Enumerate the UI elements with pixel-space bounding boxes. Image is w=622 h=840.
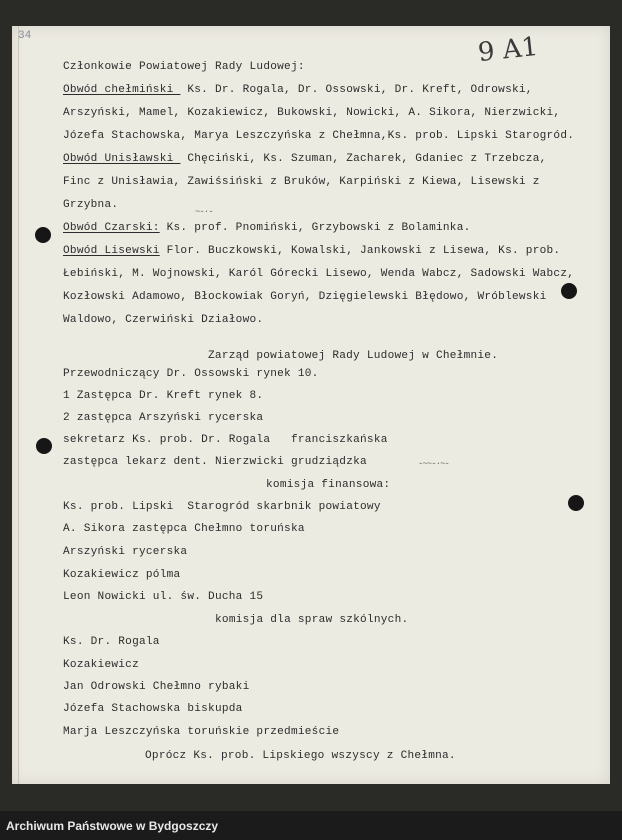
text-line: [63, 198, 118, 212]
line-text: Finc z Unisławia, Zawiśsiński z Bruków, Karpiński z Kiewa, Lisewski z: [63, 176, 540, 188]
line-text: 2 zastępca Arszyński rycerska: [63, 412, 264, 424]
line-text: Józefa Stachowska biskupda: [63, 703, 243, 715]
line-text: Przewodniczący Dr. Ossowski rynek 10.: [63, 368, 319, 380]
text-line: [63, 221, 471, 235]
line-text: A. Sikora zastępca Chełmno toruńska: [63, 523, 305, 535]
line-text: sekretarz Ks. prob. Dr. Rogala franciszkańska: [63, 434, 388, 446]
text-line: [63, 367, 319, 381]
line-text: Ks. Dr. Rogala: [63, 636, 160, 648]
line-text: Jan Odrowski Chełmno rybaki: [63, 681, 250, 693]
line-text: Chęciński, Ks. Szuman, Zacharek, Gdaniec z Trzebcza,: [180, 153, 547, 165]
text-line: [63, 83, 533, 97]
line-text: Zarząd powiatowej Rady Ludowej w Chełmnie.: [208, 350, 499, 362]
line-text: Grzybna.: [63, 199, 119, 211]
text-line: [266, 478, 390, 492]
line-text: 1 Zastępca Dr. Kreft rynek 8.: [63, 390, 264, 402]
line-text: Arszyński, Mamel, Kozakiewicz, Bukowski, Nowicki, A. Sikora, Nierzwicki,: [63, 107, 561, 119]
line-text: Oprócz Ks. prob. Lipskiego wszyscy z Chełmna.: [145, 750, 456, 762]
text-line: [63, 658, 139, 672]
line-text: Ks. prob. Lipski Starogród skarbnik powiatowy: [63, 501, 381, 513]
text-line: [215, 613, 408, 627]
page-fold: [18, 26, 19, 784]
line-text: Członkowie Powiatowej Rady Ludowej:: [63, 61, 305, 73]
line-text: Flor. Buczkowski, Kowalski, Jankowski z Lisewa, Ks. prob.: [159, 245, 561, 257]
text-line: [63, 389, 263, 403]
text-line: [63, 175, 540, 189]
text-line: [63, 590, 263, 604]
punch-hole: [561, 283, 577, 299]
district-heading: Obwód Lisewski: [63, 245, 160, 257]
pencil-mark: -~~-·~-: [418, 459, 449, 469]
line-text: Kozakiewicz pólma: [63, 569, 181, 581]
line-text: Łebiński, M. Wojnowski, Karól Górecki Lisewo, Wenda Wabcz, Sadowski Wabcz,: [63, 268, 575, 280]
line-text: zastępca lekarz dent. Nierzwicki grudziądzka: [63, 456, 367, 468]
text-line: [63, 568, 180, 582]
punch-hole: [35, 227, 51, 243]
text-line: [63, 680, 250, 694]
punch-hole: [568, 495, 584, 511]
text-line: [63, 313, 263, 327]
district-heading: Obwód Czarski:: [63, 222, 160, 234]
text-line: [63, 500, 381, 514]
line-text: Ks. prof. Pnomiński, Grzybowski z Bolaminka.: [159, 222, 471, 234]
text-line: [63, 244, 560, 258]
text-line: [63, 129, 574, 143]
text-line: [145, 749, 456, 763]
text-line: [208, 349, 498, 363]
archive-credit: Archiwum Państwowe w Bydgoszczy: [6, 819, 219, 833]
text-line: [63, 545, 187, 559]
text-line: [63, 411, 263, 425]
line-text: Ks. Dr. Rogala, Dr. Ossowski, Dr. Kreft, Odrowski,: [180, 84, 533, 96]
corner-number: 34: [18, 30, 32, 42]
text-line: [63, 702, 243, 716]
text-line: [63, 106, 560, 120]
line-text: komisja dla spraw szkólnych.: [215, 614, 409, 626]
punch-hole: [36, 438, 52, 454]
line-text: Józefa Stachowska, Marya Leszczyńska z Chełmna,Ks. prob. Lipski Starogród.: [63, 130, 575, 142]
text-line: [63, 522, 305, 536]
district-heading: Obwód Unisławski: [63, 153, 181, 165]
text-line: [63, 60, 305, 74]
line-text: Leon Nowicki ul. św. Ducha 15: [63, 591, 264, 603]
line-text: Kozłowski Adamowo, Błockowiak Goryń, Dzięgielewski Błędowo, Wróblewski: [63, 291, 547, 303]
folio-mark: 9 A1: [476, 31, 540, 69]
line-text: Kozakiewicz: [63, 659, 139, 671]
line-text: Marja Leszczyńska toruńskie przedmieście: [63, 726, 340, 738]
line-text: komisja finansowa:: [266, 479, 391, 491]
text-line: [63, 725, 339, 739]
text-line: [63, 455, 367, 469]
text-line: [63, 267, 574, 281]
text-line: [63, 635, 160, 649]
line-text: Waldowo, Czerwiński Działowo.: [63, 314, 264, 326]
pencil-mark: ~-·-: [195, 207, 213, 217]
line-text: Arszyński rycerska: [63, 546, 188, 558]
district-heading: Obwód chełmiński: [63, 84, 181, 96]
text-line: [63, 152, 547, 166]
text-line: [63, 290, 547, 304]
text-line: [63, 433, 388, 447]
